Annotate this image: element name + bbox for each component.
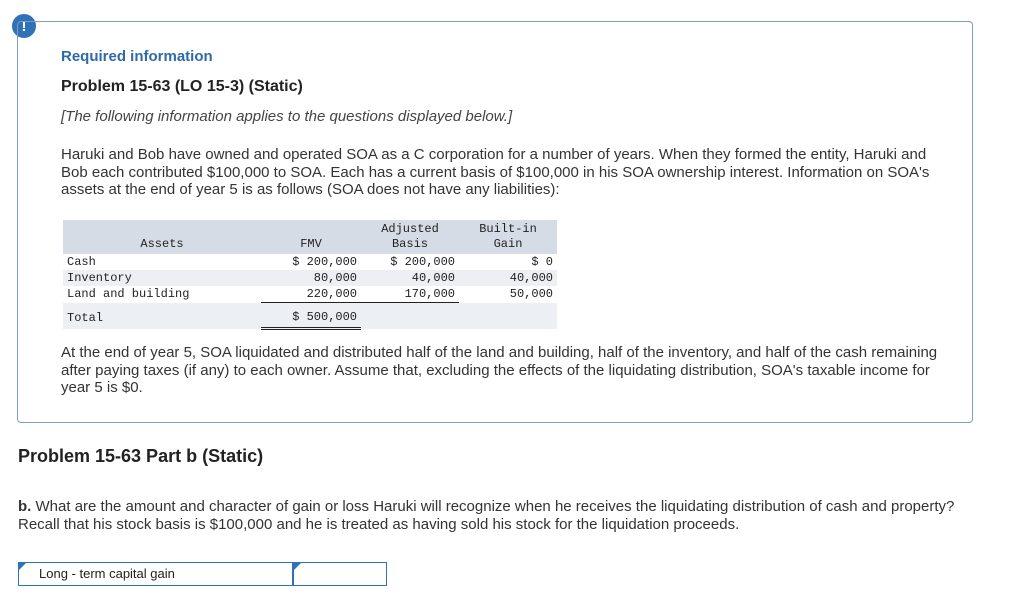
question-prefix: b. [18,498,32,515]
total-label: Total [63,303,261,329]
question-body: What are the amount and character of gain or loss Haruki will recognize when he receives the liquidating distribution of cash and property? Recall that his stock basis is $100,000 and he is treated as having sold his stock for the liquidation proceeds. [18,498,955,533]
answer-label: Long - term capital gain [39,566,175,581]
total-basis-empty [361,303,459,329]
header-adjusted-line2: Basis [391,237,428,251]
row-fmv: 80,000 [261,270,361,286]
header-fmv: FMV [261,220,361,254]
header-built-in-gain [459,220,557,254]
liquidation-paragraph: At the end of year 5, SOA liquidated and distributed half of the land and building, half of the inventory, and half of the cash remaining after paying taxes (if any) to each owner. Assume that, excluding the effects of the liquidating distribution, SOA's taxable income for year 5 is $0. [61,344,938,396]
row-basis: 40,000 [361,270,459,286]
table-total-row [63,303,557,329]
problem-title: Problem 15-63 (LO 15-3) (Static) [61,78,303,95]
row-fmv: $ 200,000 [292,255,357,269]
header-builtin-line2: Gain [493,237,523,251]
intro-paragraph: Haruki and Bob have owned and operated SOA as a C corporation for a number of years. When they formed the entity, Haruki and Bob each contributed $100,000 to SOA. Each has a current basis of $100,000 in his SOA ownership interest. Information on SOA's assets at the end of year 5 is as follows (SOA does not have any liabilities): [61,146,930,198]
total-fmv: $ 500,000 [261,303,361,329]
row-gain: 50,000 [509,287,553,302]
table-row [63,254,557,270]
header-assets: Assets [63,220,261,254]
answer-input[interactable] [294,563,386,585]
row-gain: $ 0 [531,255,553,269]
row-basis: $ 200,000 [390,255,455,269]
flag-marker-icon [19,563,26,570]
answer-label-cell[interactable] [19,563,294,585]
part-b-title: Problem 15-63 Part b (Static) [18,446,264,466]
header-adjusted-basis [361,220,459,254]
row-asset: Land and building [67,287,190,302]
table-header-row [63,220,557,254]
table-row [63,270,557,286]
required-info-heading: Required information [61,48,213,65]
header-builtin-line1: Built-in [479,222,537,236]
row-asset: Cash [67,255,96,269]
header-adjusted-line1: Adjusted [381,222,439,236]
row-basis: 170,000 [361,286,459,303]
assets-table [63,220,557,330]
row-asset: Inventory [63,270,261,286]
row-gain: 40,000 [459,270,557,286]
flag-marker-icon [294,563,301,570]
question-text [18,498,993,534]
row-fmv: 220,000 [261,286,361,303]
total-gain-empty [459,303,557,329]
alert-icon: ! [12,14,36,38]
answer-row [18,562,387,586]
table-row [63,286,557,303]
applies-note: [The following information applies to the questions displayed below.] [61,108,513,125]
